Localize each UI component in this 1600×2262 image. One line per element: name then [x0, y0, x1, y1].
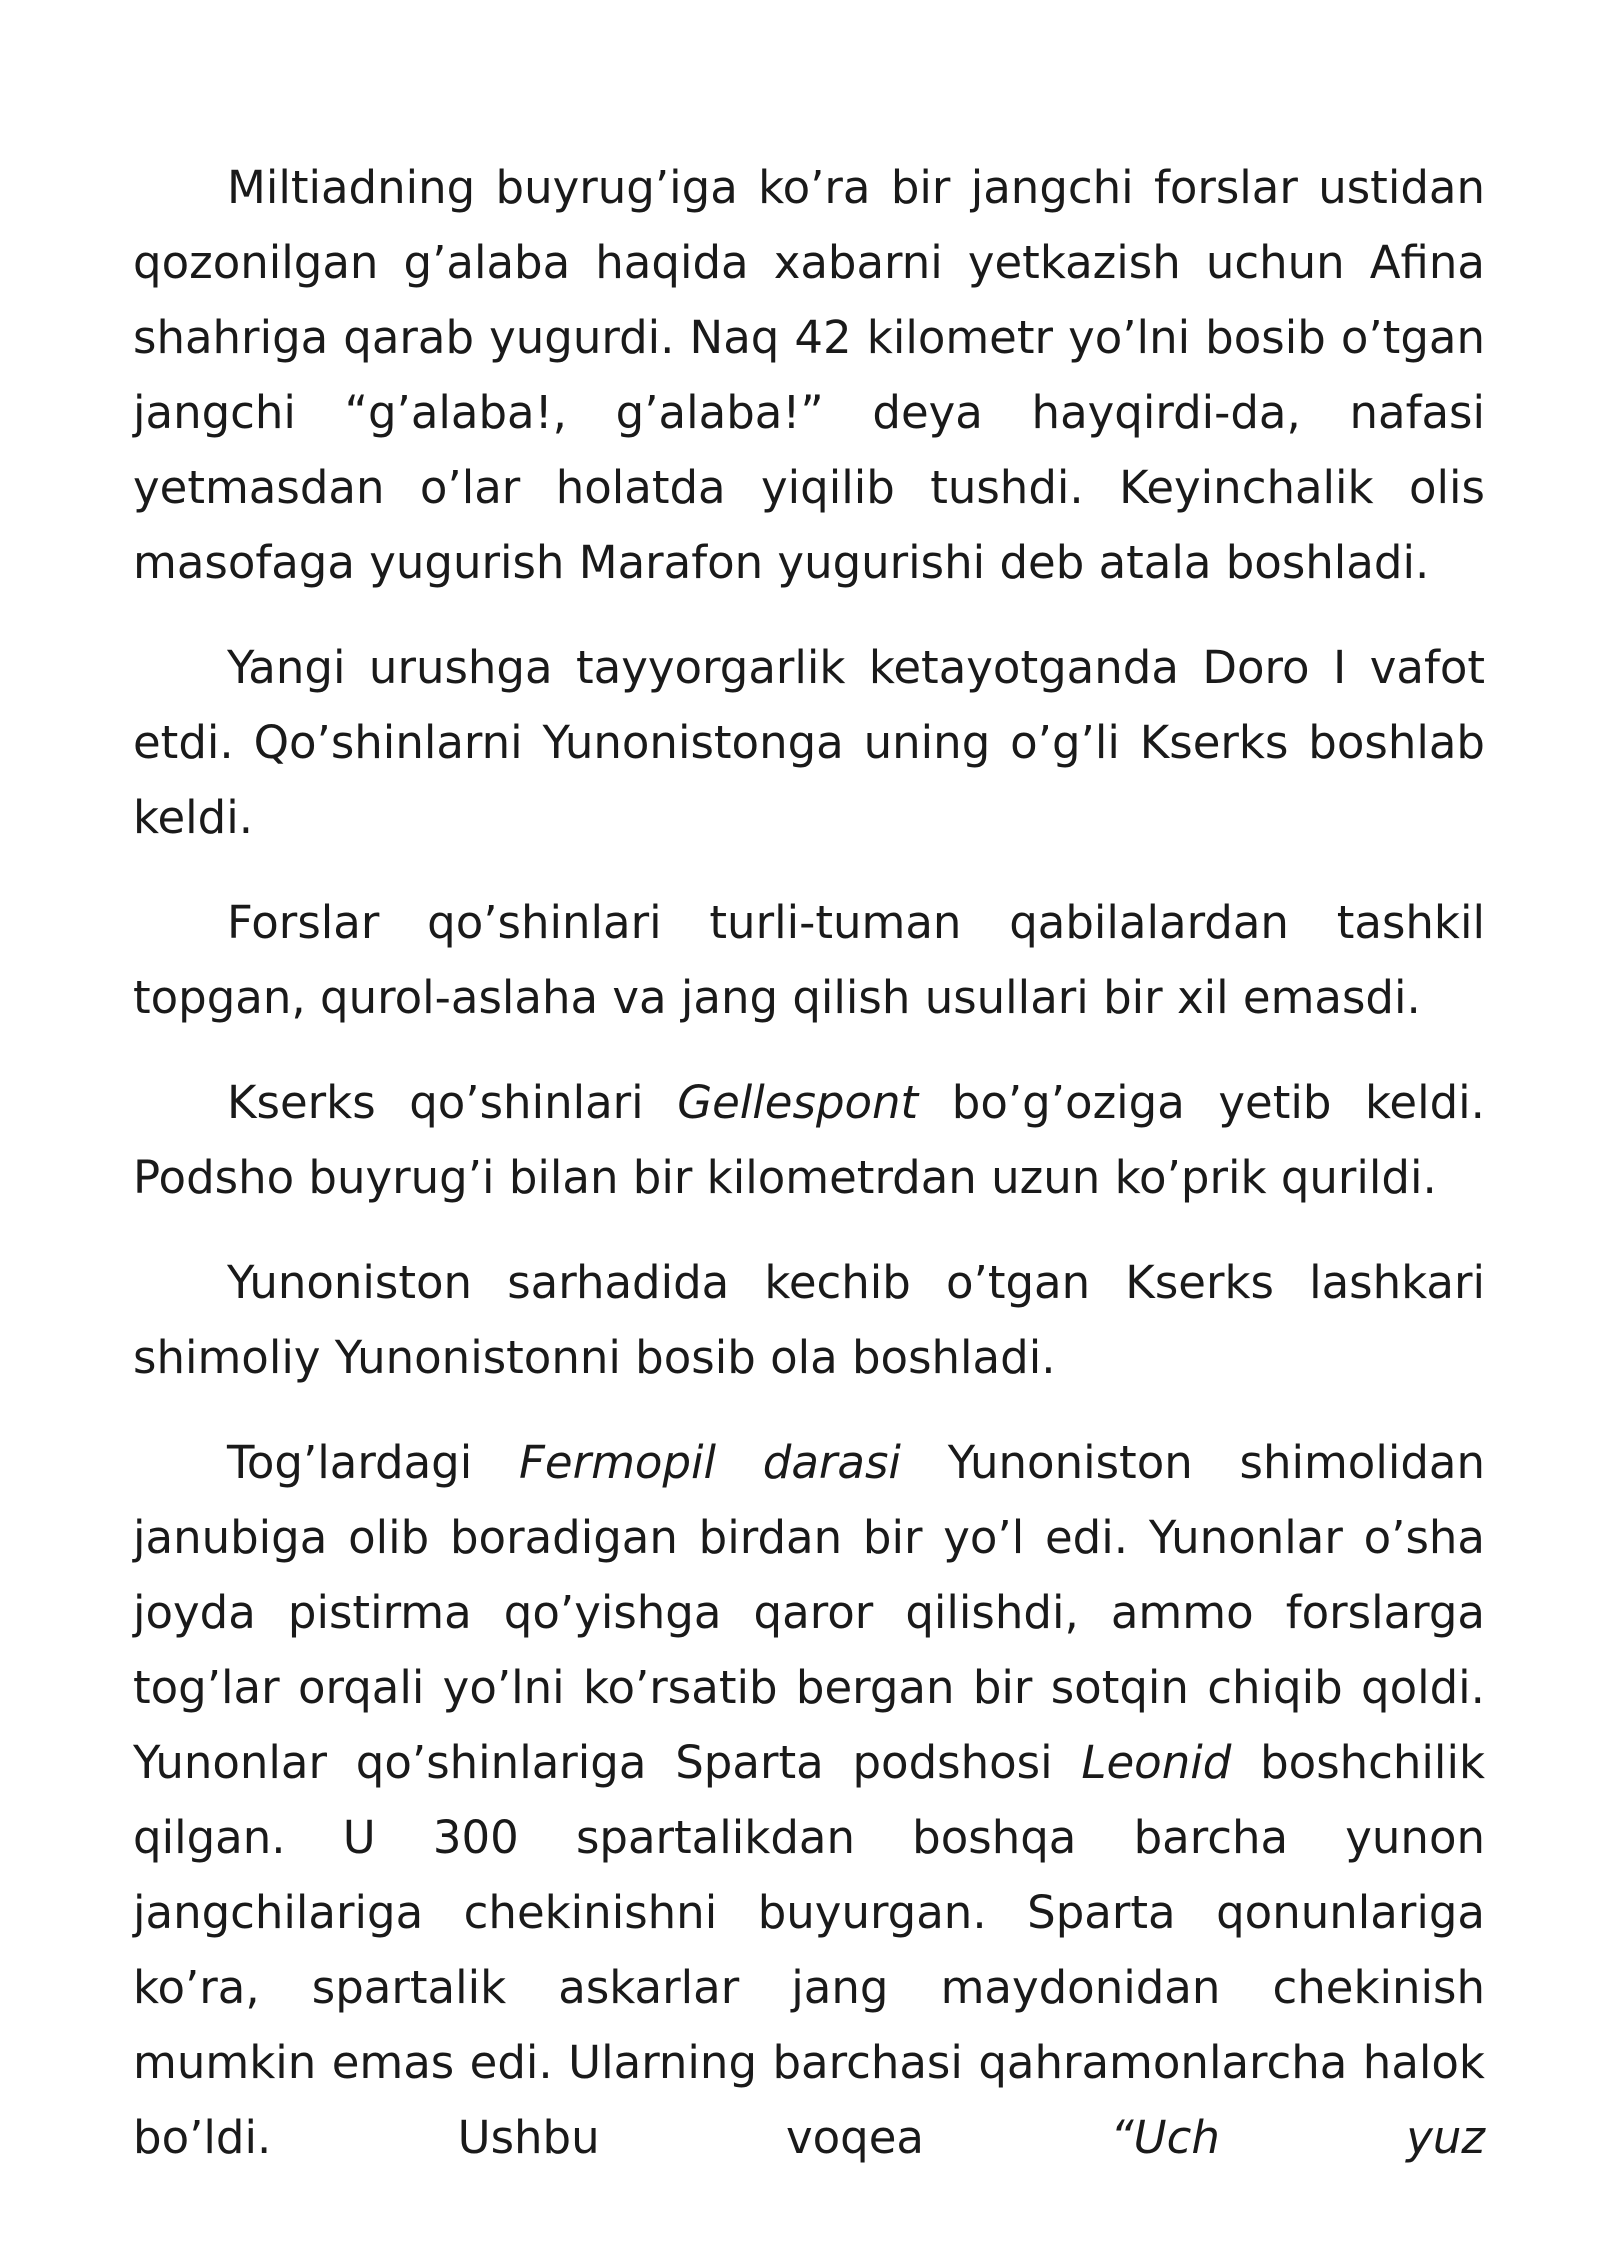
paragraph-persian-army [133, 885, 1485, 1035]
paragraph-text: boshchilik qilgan. U 300 spartalikdan boshqa barcha yunon jangchilariga chekinishni buyurgan. Sparta qonunlariga ko’ra, spartalik askarlar jang maydonidan chekinish mumkin emas edi. Ularning barchasi qahramonlarcha halok bo’ldi. Ushbu voqea [133, 1736, 1486, 2164]
paragraph-darius-death [133, 630, 1485, 855]
paragraph-text: Yangi urushga tayyorgarlik ketayotganda Doro I vafot etdi. Qo’shinlarni Yunonistonga uning o’g’li Kserks boshlab keldi. [133, 641, 1485, 844]
paragraph-text: Yunoniston sarhadida kechib o’tgan Kserks lashkari shimoliy Yunonistonni bosib ola boshladi. [133, 1256, 1485, 1384]
italic-term-leonid: Leonid [1081, 1736, 1232, 1789]
paragraph-thermopylae [133, 1425, 1485, 2175]
paragraph-hellespont [133, 1065, 1485, 1215]
paragraph-text: Yunoniston shimolidan janubiga olib boradigan birdan bir yo’l edi. Yunonlar o’sha joyda pistirma qo’yishga qaror qilishdi, ammo forslarga tog’lar orqali yo’lni ko’rsatib bergan bir sotqin chiqib qoldi. Yunonlar qo’shinlariga Sparta podshosi [133, 1436, 1486, 1789]
italic-term-gellespont: Gellespont [677, 1076, 919, 1129]
paragraph-text: Kserks qo’shinlari [227, 1076, 678, 1129]
paragraph-text: Miltiadning buyrug’iga ko’ra bir jangchi forslar ustidan qozonilgan g’alaba haqida xabarni yetkazish uchun Afina shahriga qarab yugurdi. Naq 42 kilometr yo’lni bosib o’tgan jangchi “g’alaba!, g’alaba!” deya hayqirdi-da, nafasi yetmasdan o’lar holatda yiqilib tushdi. Keyinchalik olis masofaga yugurish Marafon yugurishi deb atala boshladi. [133, 161, 1485, 589]
paragraph-text: Tog’lardagi [227, 1436, 519, 1489]
paragraph-text: Forslar qo’shinlari turli-tuman qabilalardan tashkil topgan, qurol-aslaha va jang qilish usullari bir xil emasdi. [133, 896, 1485, 1024]
italic-term-fermopil: Fermopil darasi [519, 1436, 901, 1489]
paragraph-marathon [133, 150, 1485, 600]
paragraph-text: bo’g’oziga yetib keldi. Podsho buyrug’i bilan bir kilometrdan uzun ko’prik qurildi. [133, 1076, 1485, 1204]
paragraph-invasion [133, 1245, 1485, 1395]
italic-term-uch-yuz: “Uch yuz [1110, 2111, 1485, 2164]
document-page [133, 150, 1485, 2205]
